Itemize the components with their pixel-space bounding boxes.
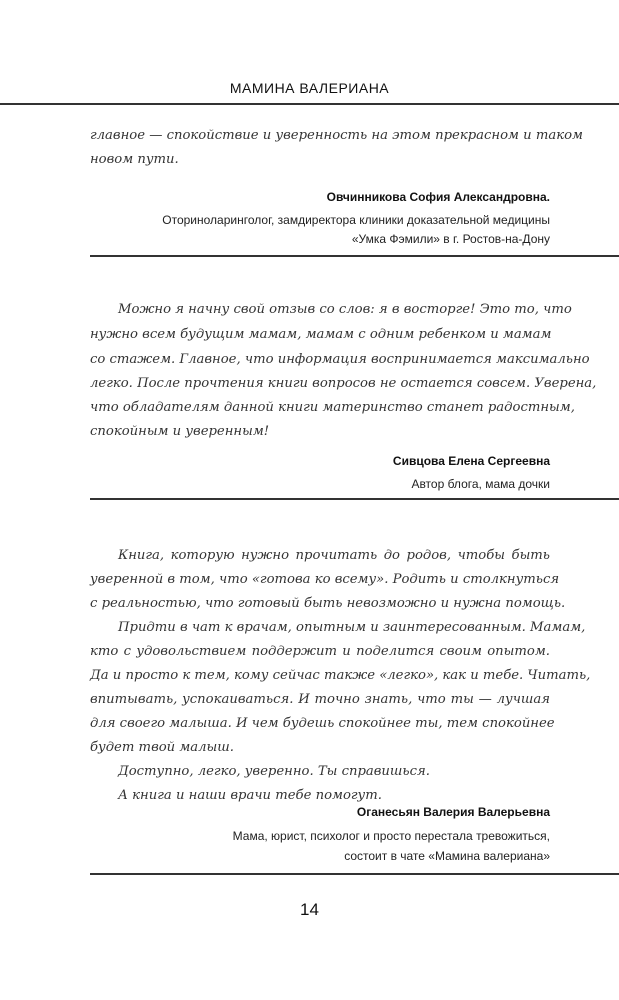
review-line: Книга, которую нужно прочитать до родов, чтобы быть: [118, 548, 550, 563]
page-number: 14: [300, 900, 319, 919]
review-author-role: состоит в чате «Мамина валериана»: [344, 849, 550, 863]
divider: [90, 498, 619, 500]
divider: [90, 255, 619, 257]
review-line: спокойным и уверенным!: [90, 424, 270, 439]
review-author-role: Оториноларинголог, замдиректора клиники доказательной медицины: [162, 213, 550, 227]
review-author: Сивцова Елена Сергеевна: [392, 454, 550, 468]
review-line: Доступно, легко, уверенно. Ты справишься.: [118, 764, 430, 779]
review-line: впитывать, успокаиваться. И точно знать, что ты — лучшая: [90, 692, 550, 707]
review-line: нужно всем будущим мамам, мамам с одним ребенком и мамам: [90, 327, 552, 342]
review-line: уверенной в том, что «готова ко всему». Родить и столкнуться: [90, 572, 560, 587]
header-rule: [0, 103, 619, 105]
review-line: Да и просто к тем, кому сейчас также «легко», как и тебе. Читать,: [90, 668, 591, 683]
review-line: А книга и наши врачи тебе помогут.: [118, 788, 382, 803]
review-line: Можно я начну свой отзыв со слов: я в восторге! Это то, что: [118, 302, 572, 317]
review-line: с реальностью, что готовый быть невозможно и нужна помощь.: [90, 596, 566, 611]
review-author: Овчинникова София Александровна.: [326, 190, 550, 204]
review-line: Придти в чат к врачам, опытным и заинтересованным. Мамам,: [118, 620, 586, 635]
review-line: будет твой малыш.: [90, 740, 234, 755]
review-author-role: «Умка Фэмили» в г. Ростов-на-Дону: [351, 232, 550, 246]
review-author: Оганесьян Валерия Валерьевна: [356, 805, 550, 819]
divider: [90, 873, 619, 875]
review-line: главное — спокойствие и уверенность на этом прекрасном и таком: [90, 128, 583, 143]
review-author-role: Автор блога, мама дочки: [411, 477, 550, 491]
review-line: кто с удовольствием поддержит и поделится своим опытом.: [90, 644, 550, 659]
review-line: новом пути.: [90, 152, 179, 167]
review-line: легко. После прочтения книги вопросов не остается совсем. Уверена,: [90, 376, 597, 391]
review-line: со стажем. Главное, что информация воспринимается максимально: [90, 352, 590, 367]
review-author-role: Мама, юрист, психолог и просто перестала тревожиться,: [232, 829, 550, 843]
running-header: МАМИНА ВАЛЕРИАНА: [229, 80, 390, 96]
review-line: для своего малыша. И чем будешь спокойнее ты, тем спокойнее: [90, 716, 555, 731]
review-line: что обладателям данной книги материнство станет радостным,: [90, 400, 575, 415]
